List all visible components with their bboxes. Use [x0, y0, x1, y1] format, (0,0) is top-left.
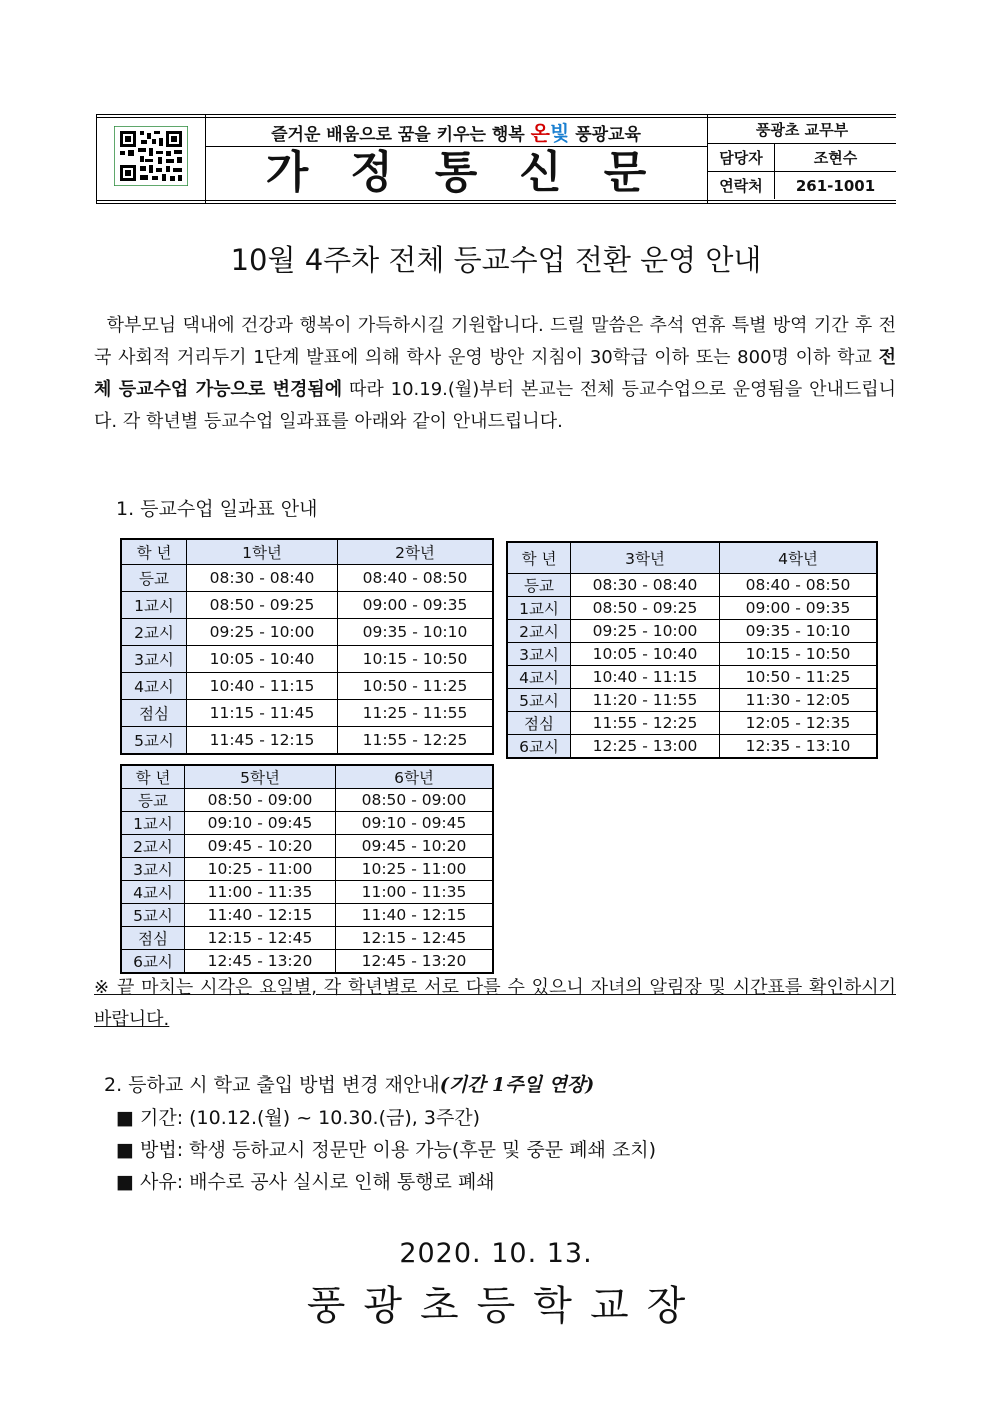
schedule-table	[506, 541, 878, 759]
masthead-title: 가정통신문	[265, 147, 689, 198]
period-label: 점심	[121, 927, 185, 950]
period-label: 4교시	[121, 673, 187, 700]
period-label: 점심	[507, 712, 571, 735]
time-cell: 11:25 - 11:55	[338, 700, 494, 727]
time-cell: 11:40 - 12:15	[336, 904, 494, 927]
period-label: 3교시	[121, 646, 187, 673]
period-label: 5교시	[507, 689, 571, 712]
header-bottom-rule	[96, 200, 896, 201]
time-cell: 09:25 - 10:00	[187, 619, 338, 646]
period-label: 4교시	[507, 666, 571, 689]
notice-title: 10월 4주차 전체 등교수업 전환 운영 안내	[230, 243, 762, 277]
schedule-row	[507, 735, 877, 759]
schedule-table	[120, 764, 494, 974]
schedule-row	[121, 673, 493, 700]
time-cell: 11:30 - 12:05	[720, 689, 878, 712]
schedule-row	[121, 565, 493, 592]
intro-text-2: 따라 10.19.(월)부터 본교는 전체 등교수업으로 운영됨을 안내드립니다. 각 학년별 등교수업 일과표를 아래와 같이 안내드립니다.	[94, 379, 897, 432]
time-cell: 12:45 - 13:20	[185, 950, 336, 974]
period-label: 1교시	[121, 592, 187, 619]
time-cell: 12:45 - 13:20	[336, 950, 494, 974]
slogan-post: 풍광교육	[575, 125, 641, 145]
schedule-row	[507, 597, 877, 620]
time-cell: 08:30 - 08:40	[571, 574, 720, 597]
section2-title	[104, 1070, 594, 1097]
schedule-header-cell: 2학년	[338, 539, 494, 565]
period-label: 2교시	[507, 620, 571, 643]
section2-emphasis: (기간 1주일 연장)	[439, 1074, 595, 1096]
time-cell: 10:05 - 10:40	[187, 646, 338, 673]
section1-title: 1. 등교수업 일과표 안내	[116, 498, 318, 520]
schedule-row	[507, 574, 877, 597]
section2-title-text: 2. 등하교 시 학교 출입 방법 변경 재안내	[104, 1074, 440, 1096]
slogan-on: 온	[530, 121, 550, 145]
time-cell: 08:40 - 08:50	[720, 574, 878, 597]
time-cell: 10:50 - 11:25	[720, 666, 878, 689]
bullet-method: ■ 방법: 학생 등하교시 정문만 이용 가능(후문 및 중문 폐쇄 조치)	[116, 1139, 657, 1161]
manager-name: 조현수	[775, 144, 897, 172]
intro-text-1: 학부모님 댁내에 건강과 행복이 가득하시길 기원합니다. 드릴 말씀은 추석 연휴 특별 방역 기간 후 전국 사회적 거리두기 1단계 발표에 의해 학사 운영 방안 지침이 30학급 이하 또는 800명 이하 학교	[94, 315, 896, 368]
period-label: 3교시	[507, 643, 571, 666]
time-cell: 10:25 - 11:00	[336, 858, 494, 881]
schedule-header-cell: 1학년	[187, 539, 338, 565]
time-cell: 08:30 - 08:40	[187, 565, 338, 592]
period-label: 1교시	[121, 812, 185, 835]
time-cell: 10:40 - 11:15	[187, 673, 338, 700]
time-cell: 09:10 - 09:45	[336, 812, 494, 835]
header-left-border	[96, 115, 97, 203]
time-cell: 10:40 - 11:15	[571, 666, 720, 689]
time-cell: 08:40 - 08:50	[338, 565, 494, 592]
schedule-header-row	[121, 539, 493, 565]
schedule-row	[507, 643, 877, 666]
time-cell: 10:50 - 11:25	[338, 673, 494, 700]
time-cell: 11:55 - 12:25	[571, 712, 720, 735]
schedule-row	[507, 666, 877, 689]
bullet-reason: ■ 사유: 배수로 공사 실시로 인해 통행로 폐쇄	[116, 1171, 495, 1193]
time-cell: 08:50 - 09:25	[571, 597, 720, 620]
schedule-row	[121, 789, 493, 812]
time-cell: 08:50 - 09:25	[187, 592, 338, 619]
time-cell: 10:15 - 10:50	[720, 643, 878, 666]
intro-bold: 전체 등교수업 가능으로 변경됨에	[94, 347, 896, 400]
period-label: 등교	[121, 565, 187, 592]
period-label: 4교시	[121, 881, 185, 904]
period-label: 등교	[121, 789, 185, 812]
schedule-row	[121, 950, 493, 974]
note-text: ※ 끝 마치는 시각은 요일별, 각 학년별로 서로 다를 수 있으니 자녀의 알림장 및 시간표를 확인하시기 바랍니다.	[94, 977, 896, 1030]
time-cell: 09:25 - 10:00	[571, 620, 720, 643]
schedule-header-row	[121, 765, 493, 789]
schedule-header-cell: 학 년	[121, 539, 187, 565]
schedule-row	[121, 592, 493, 619]
schedule-row	[507, 689, 877, 712]
period-label: 6교시	[507, 735, 571, 759]
time-cell: 10:25 - 11:00	[185, 858, 336, 881]
time-cell: 11:15 - 11:45	[187, 700, 338, 727]
schedule-row	[121, 812, 493, 835]
period-label: 1교시	[507, 597, 571, 620]
schedule-row	[121, 881, 493, 904]
contact-info-table	[708, 116, 896, 199]
time-cell: 11:00 - 11:35	[185, 881, 336, 904]
slogan-bit: 빛	[549, 121, 570, 145]
schedule-row	[121, 727, 493, 755]
contact-number: 261-1001	[795, 176, 876, 195]
time-cell: 09:00 - 09:35	[720, 597, 878, 620]
time-cell: 09:45 - 10:20	[185, 835, 336, 858]
schedule-header-cell: 4학년	[720, 542, 878, 574]
time-cell: 10:05 - 10:40	[571, 643, 720, 666]
issue-date: 2020. 10. 13.	[399, 1238, 593, 1269]
period-label: 3교시	[121, 858, 185, 881]
header-bottom-rule-inner	[96, 203, 896, 204]
time-cell: 09:00 - 09:35	[338, 592, 494, 619]
header-top-rule	[96, 114, 896, 115]
period-label: 2교시	[121, 619, 187, 646]
time-cell: 09:35 - 10:10	[720, 620, 878, 643]
schedule-header-cell: 학 년	[507, 542, 571, 574]
time-cell: 09:35 - 10:10	[338, 619, 494, 646]
period-label: 점심	[121, 700, 187, 727]
time-cell: 09:45 - 10:20	[336, 835, 494, 858]
time-cell: 11:20 - 11:55	[571, 689, 720, 712]
period-label: 6교시	[121, 950, 185, 974]
slogan-text: 즐거운 배움으로 꿈을 키우는 행복	[271, 125, 525, 145]
schedule-row	[121, 835, 493, 858]
time-cell: 08:50 - 09:00	[336, 789, 494, 812]
bullet-period: ■ 기간: (10.12.(월) ~ 10.30.(금), 3주간)	[116, 1107, 481, 1129]
schedule-row	[121, 700, 493, 727]
time-cell: 12:35 - 13:10	[720, 735, 878, 759]
time-cell: 10:15 - 10:50	[338, 646, 494, 673]
dept-name: 풍광초 교무부	[708, 116, 896, 144]
schedule-row	[121, 927, 493, 950]
time-cell: 09:10 - 09:45	[185, 812, 336, 835]
period-label: 등교	[507, 574, 571, 597]
schedule-row	[121, 858, 493, 881]
schedule-header-cell: 학 년	[121, 765, 185, 789]
header-slogan	[206, 118, 706, 148]
time-cell: 12:25 - 13:00	[571, 735, 720, 759]
schedule-table	[120, 538, 494, 755]
schedule-header-cell: 6학년	[336, 765, 494, 789]
time-cell: 08:50 - 09:00	[185, 789, 336, 812]
manager-label: 담당자	[708, 144, 775, 172]
period-label: 5교시	[121, 904, 185, 927]
schedule-row	[121, 904, 493, 927]
intro-paragraph	[94, 310, 896, 438]
time-cell: 11:55 - 12:25	[338, 727, 494, 755]
time-cell: 12:15 - 12:45	[336, 927, 494, 950]
time-cell: 11:45 - 12:15	[187, 727, 338, 755]
schedule-row	[507, 620, 877, 643]
schedule-header-cell: 3학년	[571, 542, 720, 574]
period-label: 5교시	[121, 727, 187, 755]
contact-label: 연락처	[708, 172, 775, 200]
time-cell: 12:15 - 12:45	[185, 927, 336, 950]
schedule-row	[507, 712, 877, 735]
schedule-row	[121, 619, 493, 646]
schedule-header-row	[507, 542, 877, 574]
time-cell: 12:05 - 12:35	[720, 712, 878, 735]
qr-code-icon	[114, 126, 188, 186]
schedule-header-cell: 5학년	[185, 765, 336, 789]
time-cell: 11:00 - 11:35	[336, 881, 494, 904]
schedule-row	[121, 646, 493, 673]
school-principal: 풍광초등학교장	[306, 1283, 704, 1329]
schedule-note	[94, 972, 896, 1036]
period-label: 2교시	[121, 835, 185, 858]
time-cell: 11:40 - 12:15	[185, 904, 336, 927]
